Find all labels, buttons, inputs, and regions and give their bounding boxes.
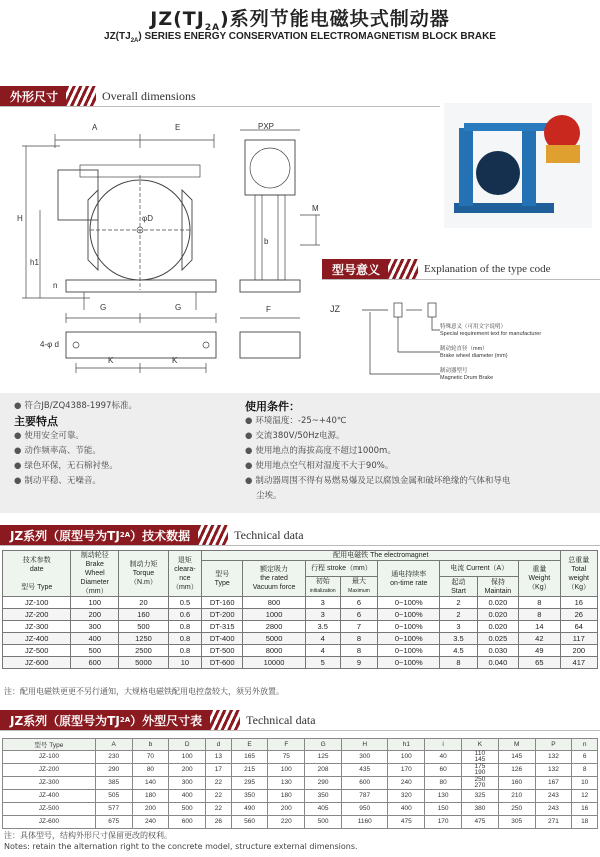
dims-note-en: Notes: retain the alternation right to the concrete model, structure external dimensions. [4,842,358,851]
table-cell: DT-160 [201,597,242,609]
table-cell: 49 [519,645,560,657]
table-cell: 160 [498,777,535,790]
dims-table-header [0,710,316,730]
table-cell: JZ-100 [3,751,96,764]
param-header: 技术参数 date 型号 Type [3,551,71,597]
table-cell: 6 [340,609,377,621]
features-left: ● 符合JB/ZQ4388-1997标准。 主要特点 ● 使用安全可靠。 ● 动作频率高、节能。 ● 绿色环保，无石棉衬垫。 ● 制动平稳、无噪音。 [14,399,137,489]
table-cell: 417 [560,657,597,669]
table-cell: 600 [71,657,119,669]
table-cell: 600 [341,777,387,790]
table-cell: 0.030 [477,645,518,657]
section-stripes [198,525,228,545]
table-cell: 4.5 [440,645,477,657]
table-cell: 250 270 [462,777,499,790]
table-cell: 240 [132,816,169,829]
table-cell: 475 [388,816,425,829]
table-row [3,633,598,645]
table-cell: 577 [95,803,132,816]
dim-label-b: b [264,237,269,246]
section-title-en: Overall dimensions [102,88,196,103]
column-header: h1 [388,739,425,751]
table-cell: 295 [231,777,268,790]
table-cell: 560 [231,816,268,829]
table-cell: 132 [535,751,572,764]
table-cell: 220 [268,816,305,829]
table-cell: 0~100% [378,597,440,609]
divider [322,279,600,280]
table-cell: 500 [119,621,169,633]
table-cell: 400 [388,803,425,816]
table-cell: 243 [535,790,572,803]
table-row [3,621,598,633]
table-cell: 2 [440,597,477,609]
table-cell: 22 [206,790,232,803]
table-row [3,657,598,669]
table-cell: 117 [560,633,597,645]
divider [0,730,600,731]
table-cell: 675 [95,816,132,829]
table-cell: 325 [462,790,499,803]
table-cell: 167 [535,777,572,790]
table-cell: 150 [425,803,462,816]
table-cell: 5000 [119,657,169,669]
dim-label-bolt: 4-φ d [40,340,59,349]
table-cell: DT-315 [201,621,242,633]
table-cell: 300 [341,751,387,764]
table-cell: 0.8 [168,645,201,657]
column-header: A [95,739,132,751]
table-cell: 60 [425,764,462,777]
section-title-en: Explanation of the type code [424,263,551,275]
table-cell: 110 145 [462,751,499,764]
page-subtitle: $JZ(TJ_{2A})$ SERIES ENERGY CONSERVATION ELECTROMAGNETISM BLOCK BRAKE [104,31,496,44]
section-tag-cn: JZ系列（原型号为TJ 2A ）外型尺寸表 [0,710,210,730]
table-cell: JZ-100 [3,597,71,609]
table-cell: 400 [71,633,119,645]
page-title: $JZ(TJ_{2A})$系列节能电磁块式制动器 [150,8,450,33]
column-header: G [305,739,342,751]
table-cell: 126 [498,764,535,777]
table-cell: 0~100% [378,645,440,657]
table-cell: 80 [425,777,462,790]
table-cell: 100 [169,751,206,764]
table-cell: JZ-300 [3,621,71,633]
column-header: b [132,739,169,751]
table-cell: 8 [440,657,477,669]
table-cell: JZ-500 [3,803,96,816]
table-row [3,816,598,829]
product-photo [444,103,592,228]
table-cell: 2 [440,609,477,621]
table-cell: 170 [425,816,462,829]
table-cell: 180 [268,790,305,803]
table-cell: 17 [206,764,232,777]
table-row [3,764,598,777]
table-cell: 40 [425,751,462,764]
table-cell: 16 [572,803,598,816]
dim-label-g-left: G [100,303,107,312]
table-cell: 10 [168,657,201,669]
table-cell: 10000 [243,657,305,669]
table-cell: 230 [95,751,132,764]
table-cell: 42 [519,633,560,645]
dim-label-k-left: K [108,356,114,365]
table-cell: JZ-600 [3,816,96,829]
table-cell: 500 [305,816,342,829]
table-cell: 5 [305,657,340,669]
dim-label-h1: h1 [30,258,39,267]
features-right: 使用条件： ● 环境温度：-25~+40℃ ● 交流380V/50Hz电源。 ● 使用地点的海拔高度不超过1000m。 ● 使用地点空气相对湿度不大于90%。 ● 制动器周围不得有易燃易爆及足以腐蚀金属和破坏绝缘的气体和导电 尘埃。 [245,399,590,504]
table-cell: DT-600 [201,657,242,669]
column-header: P [535,739,572,751]
table-row [3,609,598,621]
dim-label-a: A [92,123,98,132]
table-cell: 0~100% [378,633,440,645]
table-cell: 130 [425,790,462,803]
table-cell: JZ-200 [3,609,71,621]
table-cell: 271 [535,816,572,829]
section-title-en: Technical data [246,712,316,727]
table-cell: 8 [340,633,377,645]
table-cell: 6 [572,751,598,764]
type-code-header [322,259,550,279]
table-cell: 170 [388,764,425,777]
table-cell: 300 [169,777,206,790]
dim-label-m: M [312,204,319,213]
table-cell: 64 [560,621,597,633]
table-cell: 200 [132,803,169,816]
divider [0,545,600,546]
type-code-desc-1: 特殊意义（可用文字说明） Special requirement text for manufacturer [440,324,542,337]
table-cell: 13 [206,751,232,764]
table-cell: 208 [305,764,342,777]
table-cell: 200 [268,803,305,816]
table-cell: 8 [340,645,377,657]
table-cell: 380 [462,803,499,816]
table-cell: 4 [305,645,340,657]
table-cell: 26 [206,816,232,829]
dims-table [2,738,598,829]
dim-label-e: E [175,123,181,132]
table-cell: 600 [169,816,206,829]
table-cell: 215 [231,764,268,777]
table-cell: JZ-400 [3,633,71,645]
table-cell: 320 [388,790,425,803]
table-cell: 0.020 [477,621,518,633]
table-cell: 200 [71,609,119,621]
table-row [3,645,598,657]
table-cell: 10 [572,777,598,790]
table-cell: 1250 [119,633,169,645]
column-header: F [268,739,305,751]
table-cell: 3 [305,609,340,621]
table-cell: 490 [231,803,268,816]
table-cell: 787 [341,790,387,803]
tech-table-note: 注：配用电磁铁更更不另行通知，大规格电磁铁配用电控盘较大，须另外放置。 [4,687,284,696]
table-cell: 80 [132,764,169,777]
dim-label-d: φD [142,214,153,223]
table-cell: 0.040 [477,657,518,669]
table-cell: 0.5 [168,597,201,609]
table-cell: 160 [119,609,169,621]
features-panel [0,393,600,513]
section-tag-cn: JZ系列（原型号为TJ 2A ）技术数据 [0,525,198,545]
table-cell: 0.6 [168,609,201,621]
column-header: d [206,739,232,751]
table-cell: 210 [498,790,535,803]
dim-label-f: F [266,305,271,314]
table-cell: 1160 [341,816,387,829]
column-header: 型号 Type [3,739,96,751]
table-cell: 500 [71,645,119,657]
table-cell: 8 [572,764,598,777]
table-cell: 0~100% [378,621,440,633]
table-cell: 0.020 [477,597,518,609]
table-cell: 350 [231,790,268,803]
table-cell: 405 [305,803,342,816]
main-features-heading: 主要特点 [14,415,58,428]
table-cell: 200 [169,764,206,777]
table-cell: 16 [560,597,597,609]
section-stripes [210,710,240,730]
column-header: D [169,739,206,751]
tech-data-header [0,525,304,545]
table-cell: JZ-200 [3,764,96,777]
table-cell: 0~100% [378,657,440,669]
table-cell: 3 [440,621,477,633]
table-cell: 132 [535,764,572,777]
table-cell: 3.5 [305,621,340,633]
dim-label-n: n [53,281,58,290]
type-code-desc-2: 制动轮直径（mm） Brake wheel diameter (mm) [440,346,508,359]
table-cell: JZ-500 [3,645,71,657]
table-cell: 0.025 [477,633,518,645]
table-cell: 140 [132,777,169,790]
table-cell: 14 [519,621,560,633]
table-cell: 145 [498,751,535,764]
table-cell: 8 [519,609,560,621]
table-cell: 1000 [243,609,305,621]
tech-data-table: 技术参数 date 型号 Type 制动轮径 Brake Wheel Diameter （mm） 制动力矩 Torque （N.m） 退矩 cleara- nce （mm） 配用电磁铁 The electromagnet 总重量 Total weight （Kg） 型号 Type 额定吸力 the rated Vacuum force 行程 stroke（mm） 通电持续率 on-time rate 电流 Current（A） 重量 Weight （Kg） 初始 initialization 最大 Maximum 起动 Start 保持 Maintain JZ-100 100 20 0.5 DT-160 800 3 6 0~100% 2 0.020 8 16 JZ-200 200 160 0.6 DT-200 1000 3 6 0~100% 2 0.020 8 26 JZ-300 300 500 0.8 DT-315 2800 3.5 7 0~100% 3 0.020 14 64 JZ-400 400 1250 0.8 DT-400 5000 4 8 0~100% 3.5 0.025 42 117 JZ-500 500 2500 0.8 DT-500 8000 4 8 0~100% 4.5 0.030 49 200 JZ-600 600 5000 10 DT-600 10000 5 9 0~100% 8 0.040 65 417 [2,550,598,669]
column-header: K [462,739,499,751]
conditions-heading: 使用条件： [245,400,300,413]
table-cell: 100 [388,751,425,764]
table-cell: 180 [132,790,169,803]
table-cell: 505 [95,790,132,803]
table-cell: 100 [268,764,305,777]
table-cell: 0.020 [477,609,518,621]
table-cell: 12 [572,790,598,803]
table-row [3,777,598,790]
table-cell: 70 [132,751,169,764]
table-cell: 18 [572,816,598,829]
dim-label-g-right: G [175,303,182,312]
table-cell: 500 [169,803,206,816]
table-cell: 305 [498,816,535,829]
table-cell: JZ-600 [3,657,71,669]
table-cell: 175 190 [462,764,499,777]
section-title-en: Technical data [234,527,304,542]
table-cell: DT-500 [201,645,242,657]
dim-label-pxp: PXP [258,122,275,131]
table-cell: 800 [243,597,305,609]
table-cell: 350 [305,790,342,803]
table-cell: 243 [535,803,572,816]
table-cell: DT-400 [201,633,242,645]
table-row [3,803,598,816]
type-code-prefix: JZ [330,304,340,314]
table-cell: 8 [519,597,560,609]
type-code-desc-3: 制动器型号 Magnetic Drum Brake [440,368,494,381]
table-cell: 125 [305,751,342,764]
column-header: E [231,739,268,751]
table-cell: 130 [268,777,305,790]
table-cell: 385 [95,777,132,790]
table-cell: 475 [462,816,499,829]
dim-label-k-right: K [172,356,178,365]
table-cell: JZ-400 [3,790,96,803]
table-row [3,751,598,764]
table-cell: 100 [71,597,119,609]
table-cell: 2500 [119,645,169,657]
section-tag-cn: 型号意义 [322,259,388,279]
table-cell: 0.8 [168,633,201,645]
table-cell: 9 [340,657,377,669]
table-cell: 435 [341,764,387,777]
column-header: H [341,739,387,751]
table-cell: 950 [341,803,387,816]
table-row [3,790,598,803]
table-cell: DT-200 [201,609,242,621]
table-cell: 2800 [243,621,305,633]
table-cell: 5000 [243,633,305,645]
section-stripes [388,259,418,279]
table-cell: 3 [305,597,340,609]
table-cell: 6 [340,597,377,609]
table-cell: JZ-300 [3,777,96,790]
dim-label-h: H [17,214,23,223]
table-row [3,597,598,609]
table-cell: 75 [268,751,305,764]
table-cell: 290 [305,777,342,790]
table-cell: 22 [206,777,232,790]
table-cell: 0~100% [378,609,440,621]
table-cell: 22 [206,803,232,816]
table-cell: 26 [560,609,597,621]
table-cell: 250 [498,803,535,816]
table-cell: 0.8 [168,621,201,633]
section-tag-cn: 外形尺寸 [0,86,66,106]
table-cell: 8000 [243,645,305,657]
column-header: i [425,739,462,751]
table-cell: 4 [305,633,340,645]
table-cell: 290 [95,764,132,777]
table-cell: 240 [388,777,425,790]
column-header: n [572,739,598,751]
table-cell: 3.5 [440,633,477,645]
table-cell: 300 [71,621,119,633]
table-cell: 200 [560,645,597,657]
table-cell: 65 [519,657,560,669]
table-cell: 165 [231,751,268,764]
dims-note-cn: 注：具体型号，结构外形尺寸保留更改的权利。 [4,831,172,840]
table-cell: 7 [340,621,377,633]
table-cell: 20 [119,597,169,609]
table-cell: 400 [169,790,206,803]
column-header: M [498,739,535,751]
